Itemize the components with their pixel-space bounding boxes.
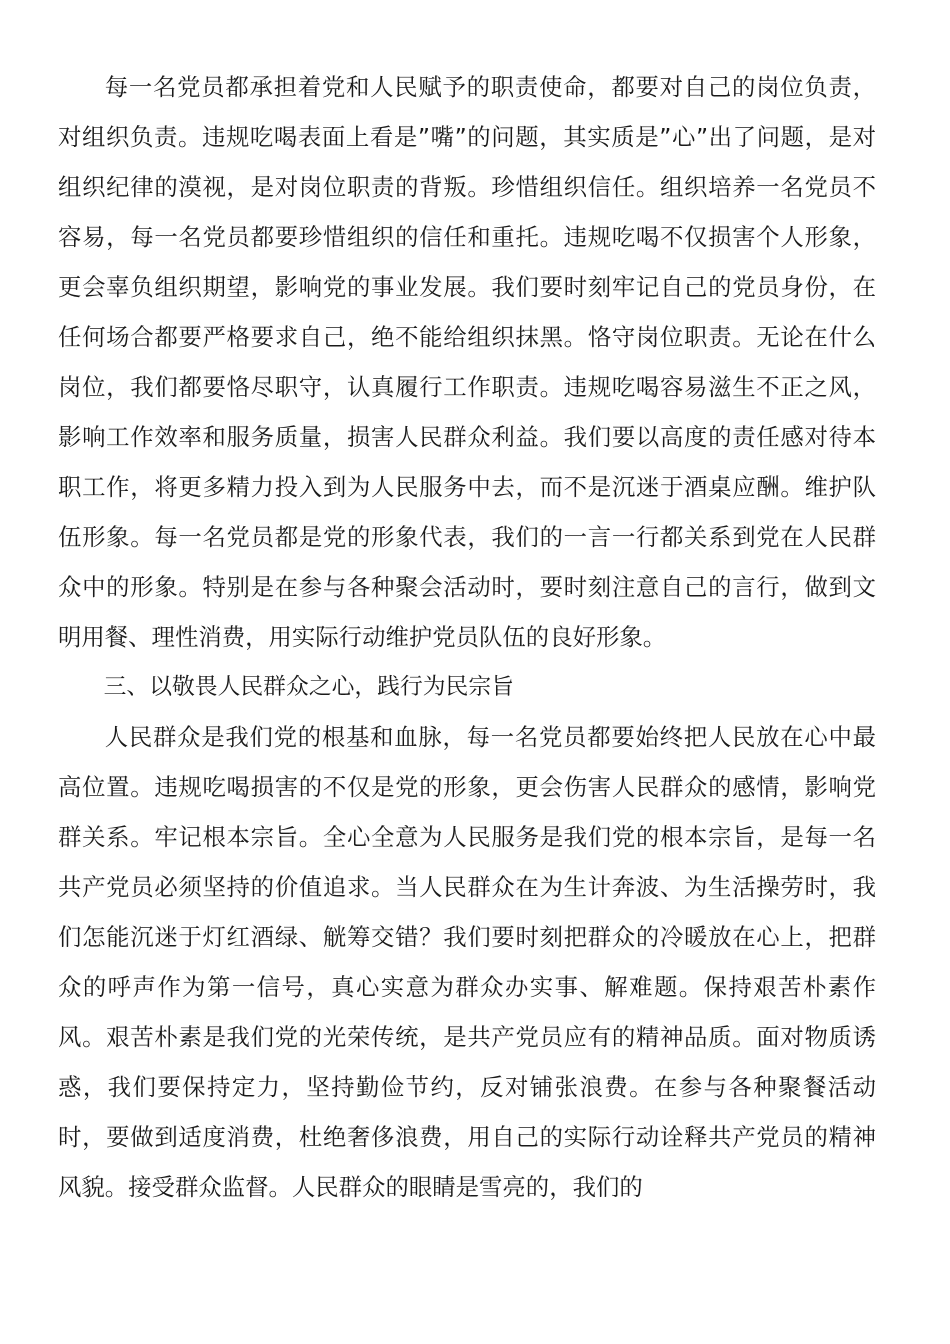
section-heading-three: 三、以敬畏人民群众之心，践行为民宗旨: [103, 674, 514, 700]
paragraph-serve-the-people: 人民群众是我们党的根基和血脉，每一名党员都要始终把人民放在心中最高位置。违规吃喝损害的不仅是党的形象，更会伤害人民群众的感情，影响党群关系。牢记根本宗旨。全心全意为人民服务是我们党的根本宗旨，是每一名共产党员必须坚持的价值追求。当人民群众在为生计奔波、为生活操劳时，我们怎能沉迷于灯红酒绿、觥筹交错？我们要时刻把群众的冷暖放在心上，把群众的呼声作为第一信号，真心实意为群众办实事、解难题。保持艰苦朴素作风。艰苦朴素是我们党的光荣传统，是共产党员应有的精神品质。面对物质诱惑，我们要保持定力，坚持勤俭节约，反对铺张浪费。在参与各种聚餐活动时，要做到适度消费，杜绝奢侈浪费，用自己的实际行动诠释共产党员的精神风貌。接受群众监督。人民群众的眼睛是雪亮的，我们的: [58, 723, 876, 1201]
paragraph-duty-and-responsibility: 每一名党员都承担着党和人民赋予的职责使命，都要对自己的岗位负责，对组织负责。违规吃喝表面上看是”嘴”的问题，其实质是”心”出了问题，是对组织纪律的漠视，是对岗位职责的背叛。珍惜组织信任。组织培养一名党员不容易，每一名党员都要珍惜组织的信任和重托。违规吃喝不仅损害个人形象，更会辜负组织期望，影响党的事业发展。我们要时刻牢记自己的党员身份，在任何场合都要严格要求自己，绝不能给组织抹黑。恪守岗位职责。无论在什么岗位，我们都要恪尽职守，认真履行工作职责。违规吃喝容易滋生不正之风，影响工作效率和服务质量，损害人民群众利益。我们要以高度的责任感对待本职工作，将更多精力投入到为人民服务中去，而不是沉迷于酒桌应酬。维护队伍形象。每一名党员都是党的形象代表，我们的一言一行都关系到党在人民群众中的形象。特别是在参与各种聚会活动时，要时刻注意自己的言行，做到文明用餐、理性消费，用实际行动维护党员队伍的良好形象。: [58, 73, 876, 651]
document-body: [58, 62, 876, 1212]
